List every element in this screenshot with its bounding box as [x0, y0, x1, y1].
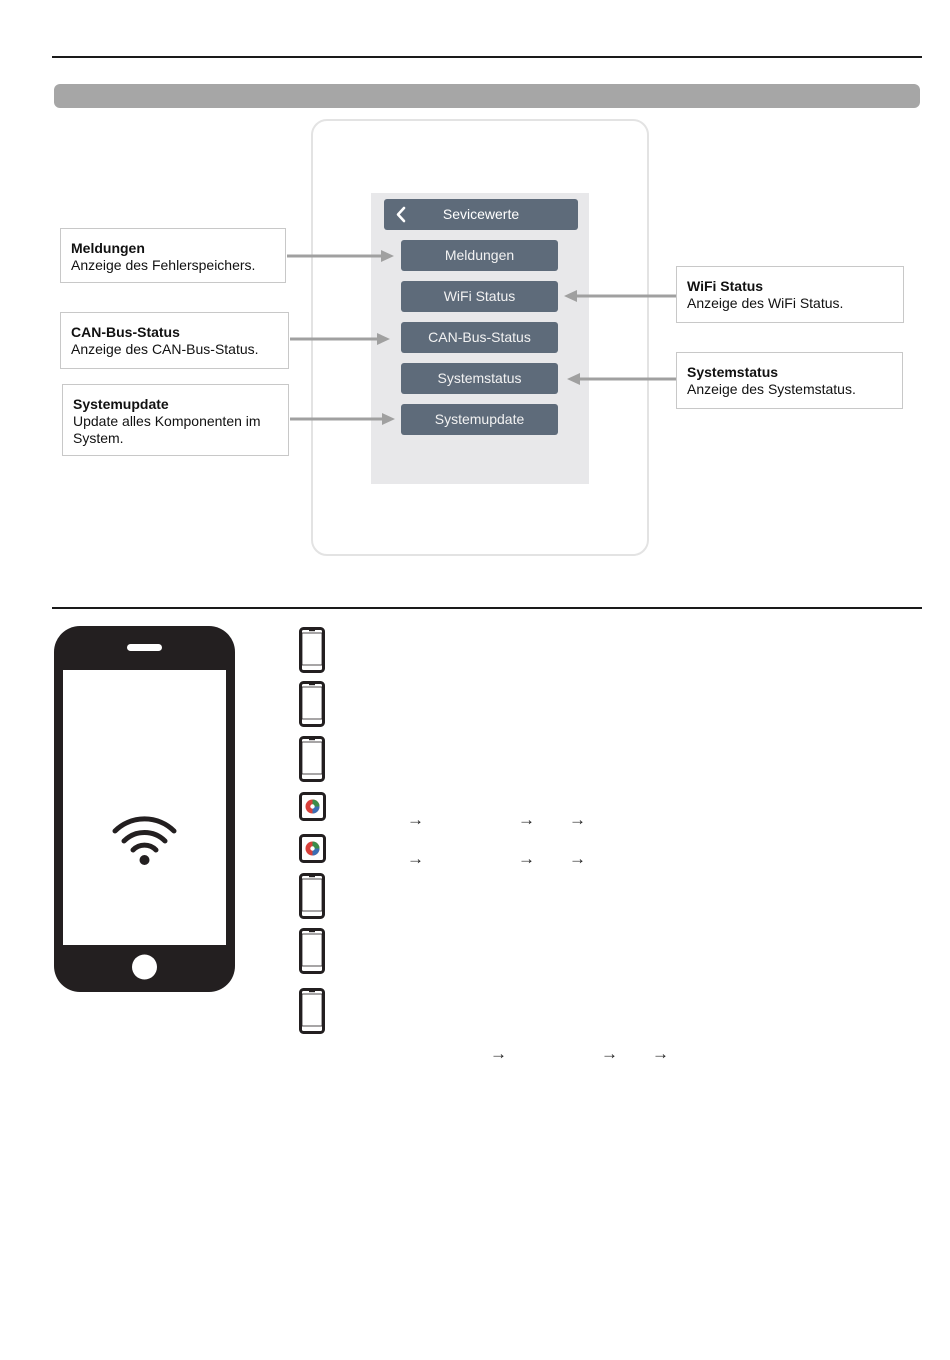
path-arrow: →: [518, 810, 535, 829]
callout-systemupdate-title: Systemupdate: [73, 396, 169, 412]
callout-meldungen-title: Meldungen: [71, 240, 145, 256]
path-arrow: →: [407, 849, 424, 868]
smartphone-icon: [299, 928, 325, 974]
path-arrow: →: [601, 1044, 618, 1063]
callout-systemstatus-text: Anzeige des Systemstatus.: [687, 381, 856, 397]
callout-arrows: [0, 0, 950, 600]
smartphone-icon: [299, 627, 325, 673]
smartphone-icon: [299, 988, 325, 1034]
app-icon: [299, 834, 326, 863]
callout-wifi-text: Anzeige des WiFi Status.: [687, 295, 844, 311]
systemupdate-button[interactable]: Systemupdate: [401, 404, 558, 435]
screen-title: Sevicewerte: [442, 206, 520, 222]
callout-systemupdate-text: Update alles Komponenten im System.: [73, 413, 261, 446]
path-arrow: →: [518, 849, 535, 868]
path-arrow: →: [490, 1044, 507, 1063]
callout-canbus-title: CAN-Bus-Status: [71, 324, 180, 340]
callout-systemstatus-title: Systemstatus: [687, 364, 779, 380]
arrowhead-systemupdate: [382, 413, 395, 425]
callout-meldungen-text: Anzeige des Fehlerspeichers.: [71, 257, 256, 273]
arrowhead-meldungen: [381, 250, 394, 262]
app-icon: [299, 792, 326, 821]
smartphone-icon: [299, 681, 325, 727]
can-bus-status-button[interactable]: CAN-Bus-Status: [401, 322, 558, 353]
smartphone-wifi-icon: [54, 626, 235, 992]
systemstatus-button[interactable]: Systemstatus: [401, 363, 558, 394]
smartphone-icon: [299, 736, 325, 782]
path-arrow: →: [569, 810, 586, 829]
arrowhead-canbus: [377, 333, 390, 345]
arrowhead-systemstatus: [567, 373, 580, 385]
callout-canbus-text: Anzeige des CAN-Bus-Status.: [71, 341, 259, 357]
path-arrow: →: [407, 810, 424, 829]
meldungen-button[interactable]: Meldungen: [401, 240, 558, 271]
arrowhead-wifi: [564, 290, 577, 302]
callout-wifi-title: WiFi Status: [687, 278, 764, 294]
middle-rule: [52, 607, 922, 609]
path-arrow: →: [569, 849, 586, 868]
smartphone-icon: [299, 873, 325, 919]
path-arrow: →: [652, 1044, 669, 1063]
wifi-status-button[interactable]: WiFi Status: [401, 281, 558, 312]
